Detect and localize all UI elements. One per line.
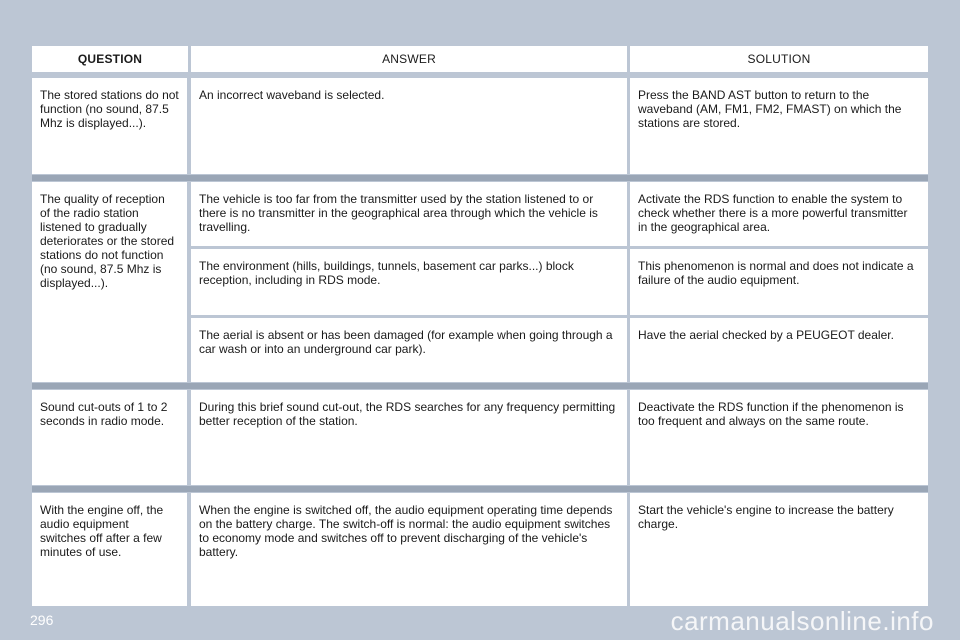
header-solution: SOLUTION — [630, 46, 928, 72]
solution-cell: Start the vehicle's engine to increase the battery charge. — [630, 493, 928, 606]
question-cell: Sound cut-outs of 1 to 2 seconds in radio mode. — [32, 390, 187, 485]
solution-cell: Deactivate the RDS function if the phenomenon is too frequent and always on the same route. — [630, 390, 928, 485]
question-cell: With the engine off, the audio equipment switches off after a few minutes of use. — [32, 493, 187, 606]
answer-cell: When the engine is switched off, the audio equipment operating time depends on the battery charge. The switch-off is normal: the audio equipment switches to economy mode and switches off to prevent discharging of the vehicle's battery. — [191, 493, 627, 606]
row-separator — [32, 486, 928, 492]
answer-cell: The environment (hills, buildings, tunnels, basement car parks...) block reception, including in RDS mode. — [191, 249, 627, 315]
answer-cell: The vehicle is too far from the transmitter used by the station listened to or there is no transmitter in the geographical area through which the vehicle is travelling. — [191, 182, 627, 246]
page-number: 296 — [30, 612, 54, 628]
answer-cell: The aerial is absent or has been damaged (for example when going through a car wash or into an underground car park). — [191, 318, 627, 382]
solution-cell: Press the BAND AST button to return to the waveband (AM, FM1, FM2, FMAST) on which the stations are stored. — [630, 78, 928, 174]
row-separator — [32, 383, 928, 389]
question-cell: The stored stations do not function (no sound, 87.5 Mhz is displayed...). — [32, 78, 187, 174]
solution-cell: Have the aerial checked by a PEUGEOT dealer. — [630, 318, 928, 382]
answer-cell: During this brief sound cut-out, the RDS searches for any frequency permitting better reception of the station. — [191, 390, 627, 485]
header-question: QUESTION — [32, 46, 188, 72]
solution-cell: This phenomenon is normal and does not indicate a failure of the audio equipment. — [630, 249, 928, 315]
header-answer: ANSWER — [191, 46, 627, 72]
row-separator — [32, 175, 928, 181]
solution-cell: Activate the RDS function to enable the system to check whether there is a more powerful transmitter in the geographical area. — [630, 182, 928, 246]
watermark: carmanualsonline.info — [670, 606, 934, 636]
answer-cell: An incorrect waveband is selected. — [191, 78, 627, 174]
question-cell: The quality of reception of the radio station listened to gradually deteriorates or the stored stations do not function (no sound, 87.5 Mhz is displayed...). — [32, 182, 187, 382]
